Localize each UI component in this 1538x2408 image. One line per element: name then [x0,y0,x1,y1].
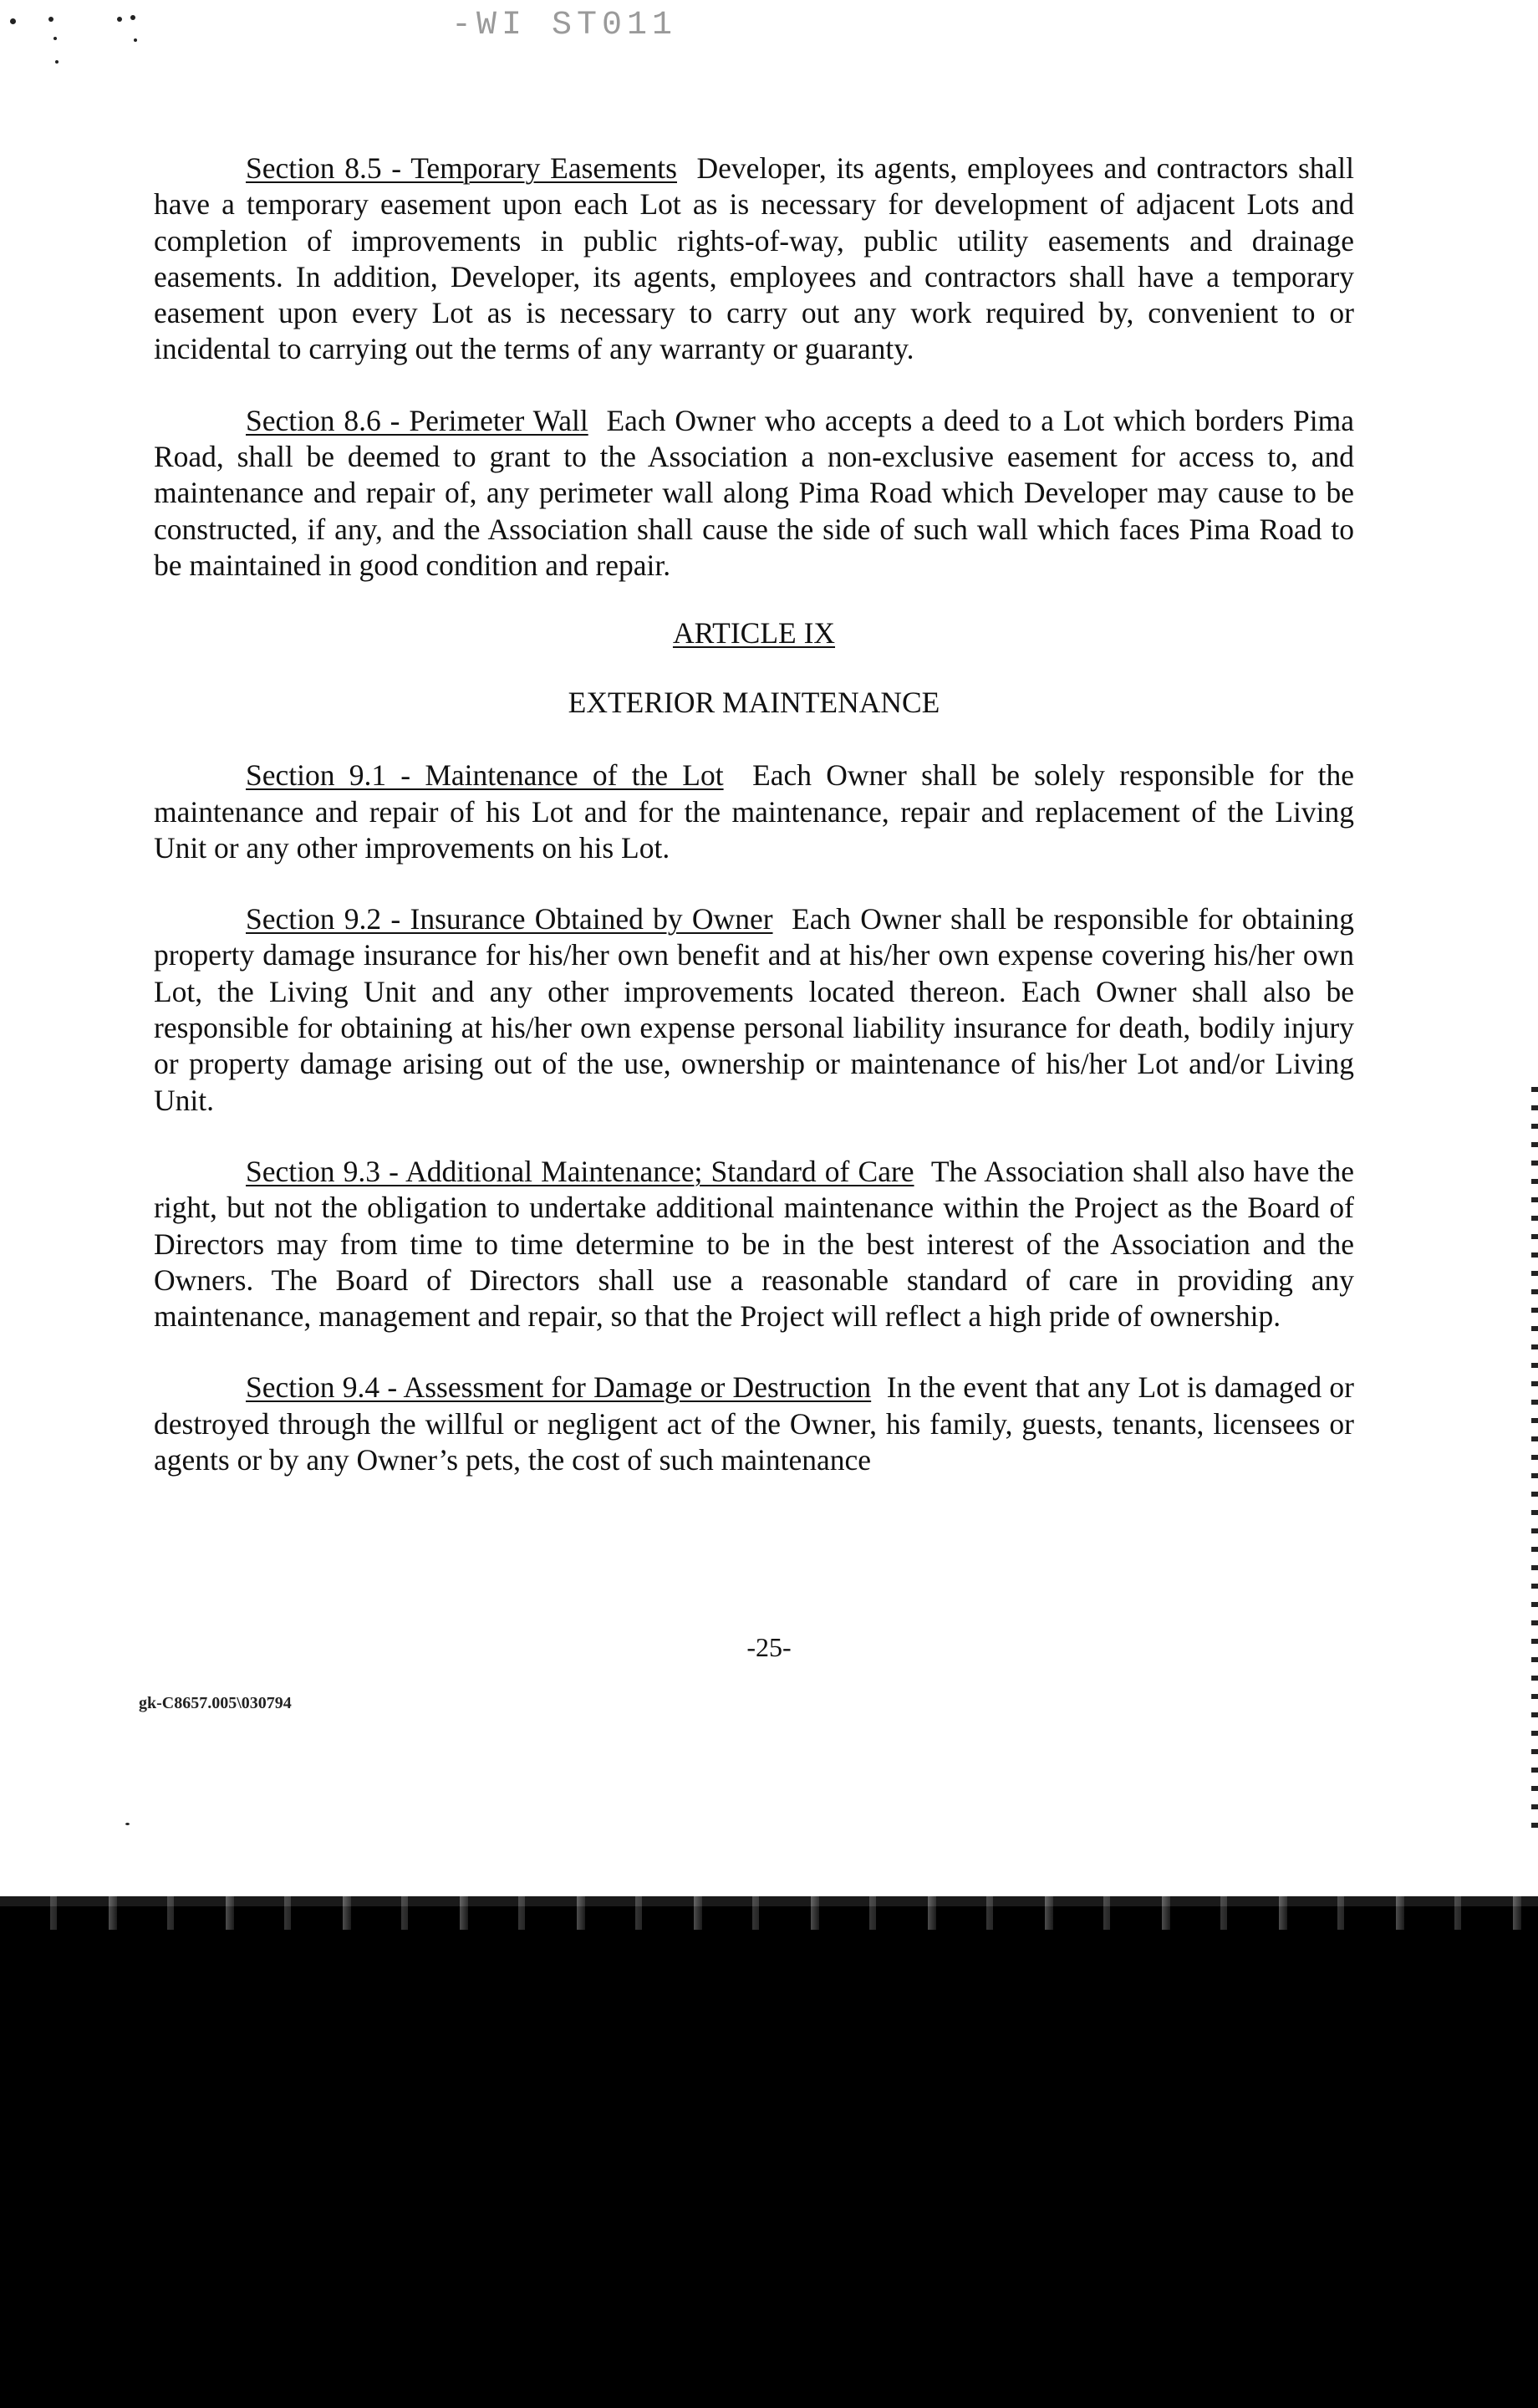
header-stamp: -WI ST011 [451,7,678,44]
section-body: Developer, its agents, employees and contractors shall have a temporary easement upon each Lot as is necessary for development of adjacent Lots and completion of improvements in public rights-of-way, public utility easements and drainage easements. In addition, Developer, its agents, employees and contractors shall have a temporary easement upon every Lot as is necessary to carry out any work required by, convenient to or incidental to carrying out the terms of any warranty or guaranty. [154,151,1355,366]
scan-speck [125,1823,130,1825]
scan-speck [48,17,53,22]
scan-speck [53,37,57,40]
scan-speck [130,15,135,20]
section-heading: Section 9.3 - Additional Maintenance; Standard of Care [246,1154,914,1188]
document-body [154,150,1354,1478]
section-8-5 [154,150,1354,368]
section-body: Each Owner shall be solely responsible for the maintenance and repair of his Lot and for the maintenance, repair and replacement of the Living Unit or any other improvements on his Lot. [154,758,1355,865]
section-body: Each Owner who accepts a deed to a Lot which borders Pima Road, shall be deemed to grant to the Association a non-exclusive easement for access to, and maintenance and repair of, any perimeter wall along Pima Road which Developer may cause to be constructed, if any, and the Association shall cause the side of such wall which faces Pima Road to be maintained in good condition and repair. [154,403,1355,582]
section-body: Each Owner shall be responsible for obtaining property damage insurance for his/her own benefit and at his/her own expense covering his/her own Lot, the Living Unit and any other improvements located thereon. Each Owner shall also be responsible for obtaining at his/her own expense personal liability insurance for death, bodily injury or property damage arising out of the use, ownership or maintenance of his/her Lot and/or Living Unit. [154,902,1354,1117]
section-heading: Section 8.6 - Perimeter Wall [246,403,588,437]
section-9-2 [154,901,1354,1119]
section-8-6 [154,403,1354,584]
scan-speck [10,18,16,24]
scan-edge-artifact [1531,1087,1538,1839]
scan-speck [117,17,122,22]
document-code: gk-C8657.005\030794 [139,1694,292,1712]
section-9-1 [154,758,1354,866]
section-heading: Section 9.2 - Insurance Obtained by Owner [246,902,773,936]
section-body: In the event that any Lot is damaged or destroyed through the willful or negligent act of the Owner, his family, guests, tenants, licensees or agents or by any Owner’s pets, the cost of such maintenance [154,1370,1354,1477]
scan-artifact-band [0,1896,1538,1930]
article-title: ARTICLE IX [672,616,836,650]
section-heading: Section 9.4 - Assessment for Damage or Destruction [246,1370,872,1405]
scan-speck [134,38,137,42]
section-heading: Section 8.5 - Temporary Easements [246,151,677,185]
section-9-4 [154,1370,1354,1478]
section-heading: Section 9.1 - Maintenance of the Lot [246,758,724,793]
section-9-3 [154,1154,1354,1334]
article-subtitle: EXTERIOR MAINTENANCE [568,686,940,720]
scan-speck [55,60,59,64]
section-body: The Association shall also have the right, but not the obligation to undertake additional maintenance within the Project as the Board of Directors may from time to time determine to be in the best interest of the Association and the Owners. The Board of Directors shall use a reasonable standard of care in providing any maintenance, management and repair, so that the Project will reflect a high pride of ownership. [154,1154,1355,1334]
page-number: -25- [746,1632,792,1662]
